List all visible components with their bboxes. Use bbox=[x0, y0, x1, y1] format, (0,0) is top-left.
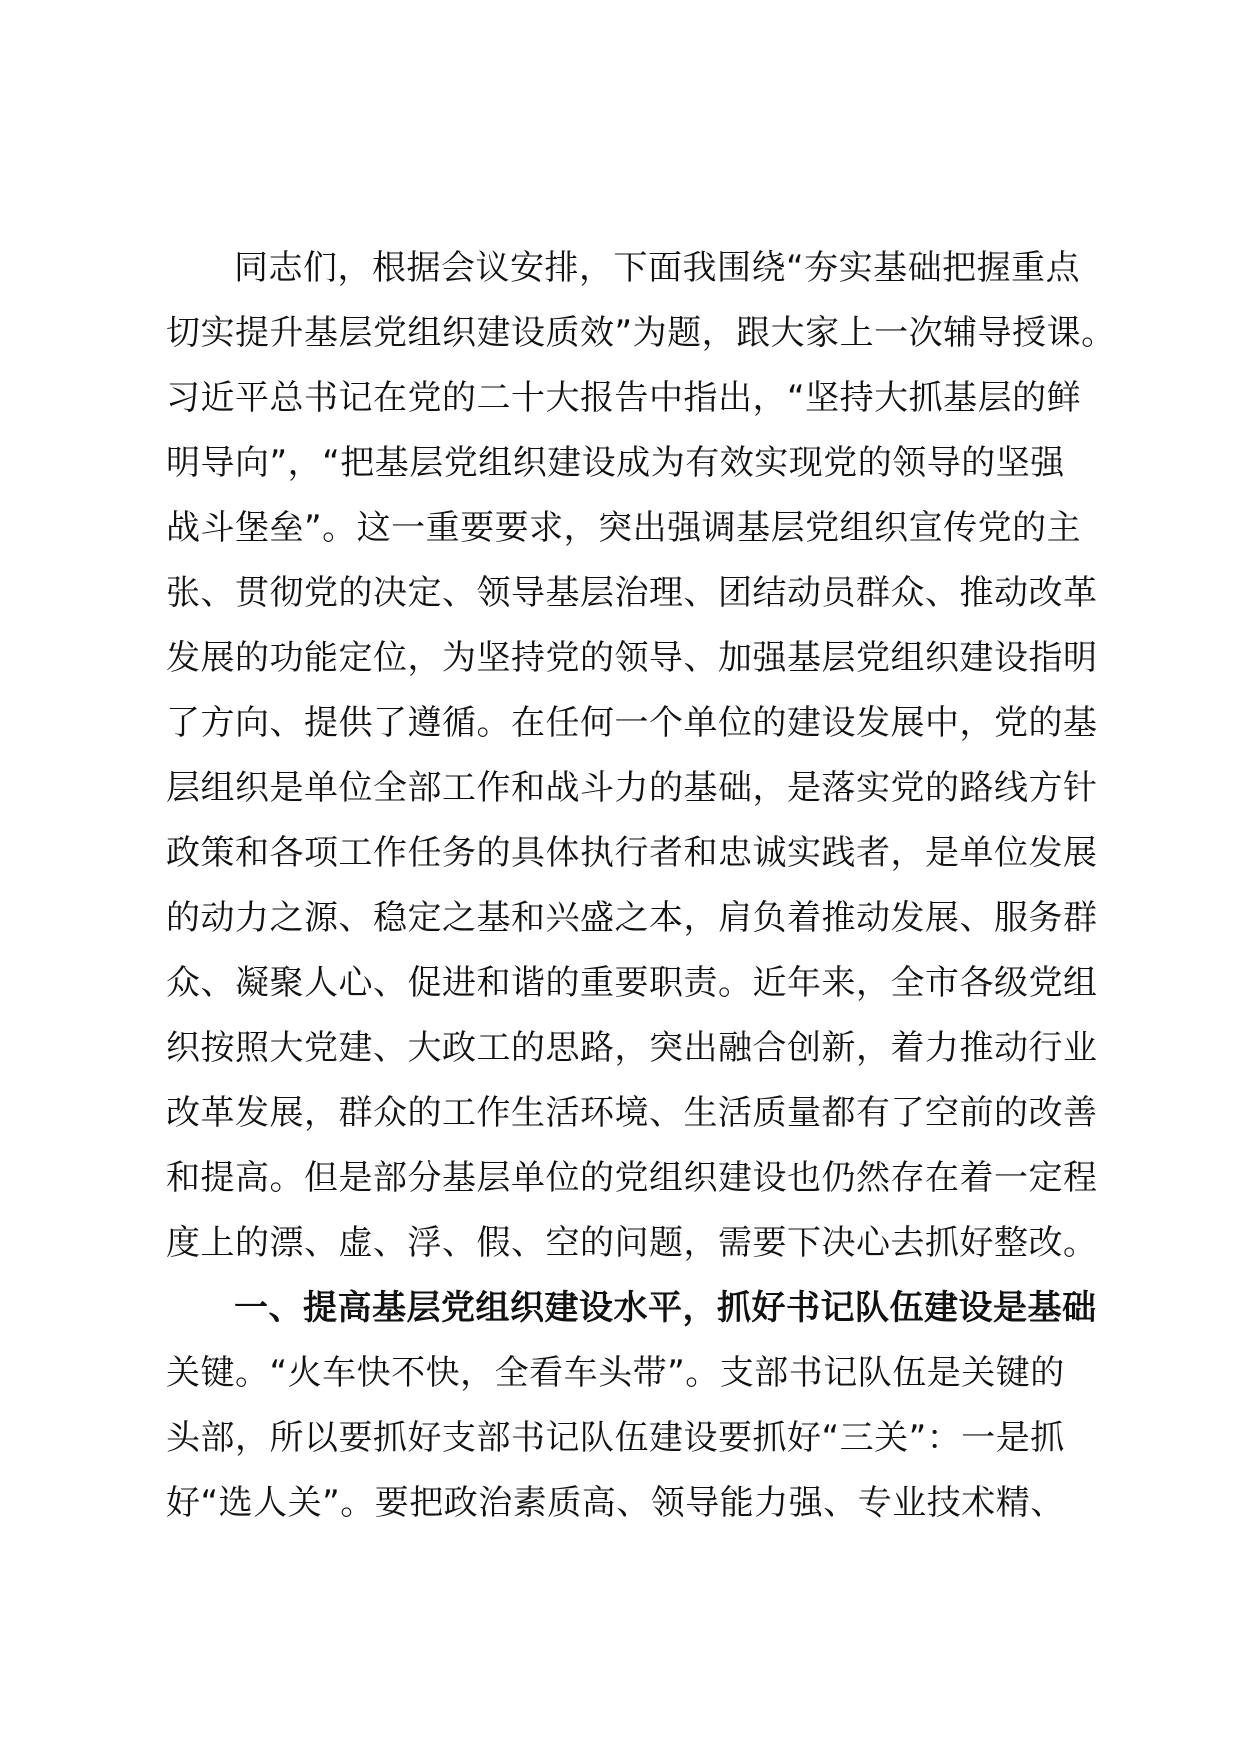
paragraph-line: 战斗堡垒”。这一重要要求，突出强调基层党组织宣传党的主 bbox=[166, 508, 1082, 548]
paragraph-line: 切实提升基层党组织建设质效”为题，跟大家上一次辅导授课。 bbox=[166, 313, 1116, 353]
paragraph-line: 众、凝聚人心、促进和谐的重要职责。近年来，全市各级党组 bbox=[166, 963, 1098, 1003]
paragraph-line: 织按照大党建、大政工的思路，突出融合创新，着力推动行业 bbox=[166, 1028, 1098, 1068]
paragraph-line: 改革发展，群众的工作生活环境、生活质量都有了空前的改善 bbox=[166, 1093, 1098, 1133]
paragraph-line: 张、贯彻党的决定、领导基层治理、团结动员群众、推动改革 bbox=[166, 573, 1098, 613]
section-heading-line: 一、提高基层党组织建设水平，抓好书记队伍建设是基础 bbox=[234, 1288, 1097, 1328]
paragraph-line: 明导向”，“把基层党组织建设成为有效实现党的领导的坚强 bbox=[166, 443, 1065, 483]
paragraph-line: 了方向、提供了遵循。在任何一个单位的建设发展中，党的基 bbox=[166, 703, 1098, 743]
paragraph-line: 头部，所以要抓好支部书记队伍建设要抓好“三关”：一是抓 bbox=[166, 1418, 1065, 1458]
paragraph-line: 的动力之源、稳定之基和兴盛之本，肩负着推动发展、服务群 bbox=[166, 898, 1098, 938]
paragraph-line: 好“选人关”。要把政治素质高、领导能力强、专业技术精、 bbox=[166, 1483, 1065, 1523]
paragraph-line: 关键。“火车快不快，全看车头带”。支部书记队伍是关键的 bbox=[166, 1353, 1065, 1393]
body-text bbox=[166, 236, 1116, 1536]
paragraph-line: 度上的漂、虚、浮、假、空的问题，需要下决心去抓好整改。 bbox=[166, 1223, 1098, 1263]
paragraph-line: 习近平总书记在党的二十大报告中指出，“坚持大抓基层的鲜 bbox=[166, 378, 1082, 418]
paragraph-line: 同志们，根据会议安排，下面我围绕“夯实基础把握重点 bbox=[234, 248, 1081, 288]
paragraph-line: 发展的功能定位，为坚持党的领导、加强基层党组织建设指明 bbox=[166, 638, 1098, 678]
paragraph-line: 和提高。但是部分基层单位的党组织建设也仍然存在着一定程 bbox=[166, 1158, 1098, 1198]
paragraph-line: 政策和各项工作任务的具体执行者和忠诚实践者，是单位发展 bbox=[166, 833, 1098, 873]
paragraph-line: 层组织是单位全部工作和战斗力的基础，是落实党的路线方针 bbox=[166, 768, 1098, 808]
